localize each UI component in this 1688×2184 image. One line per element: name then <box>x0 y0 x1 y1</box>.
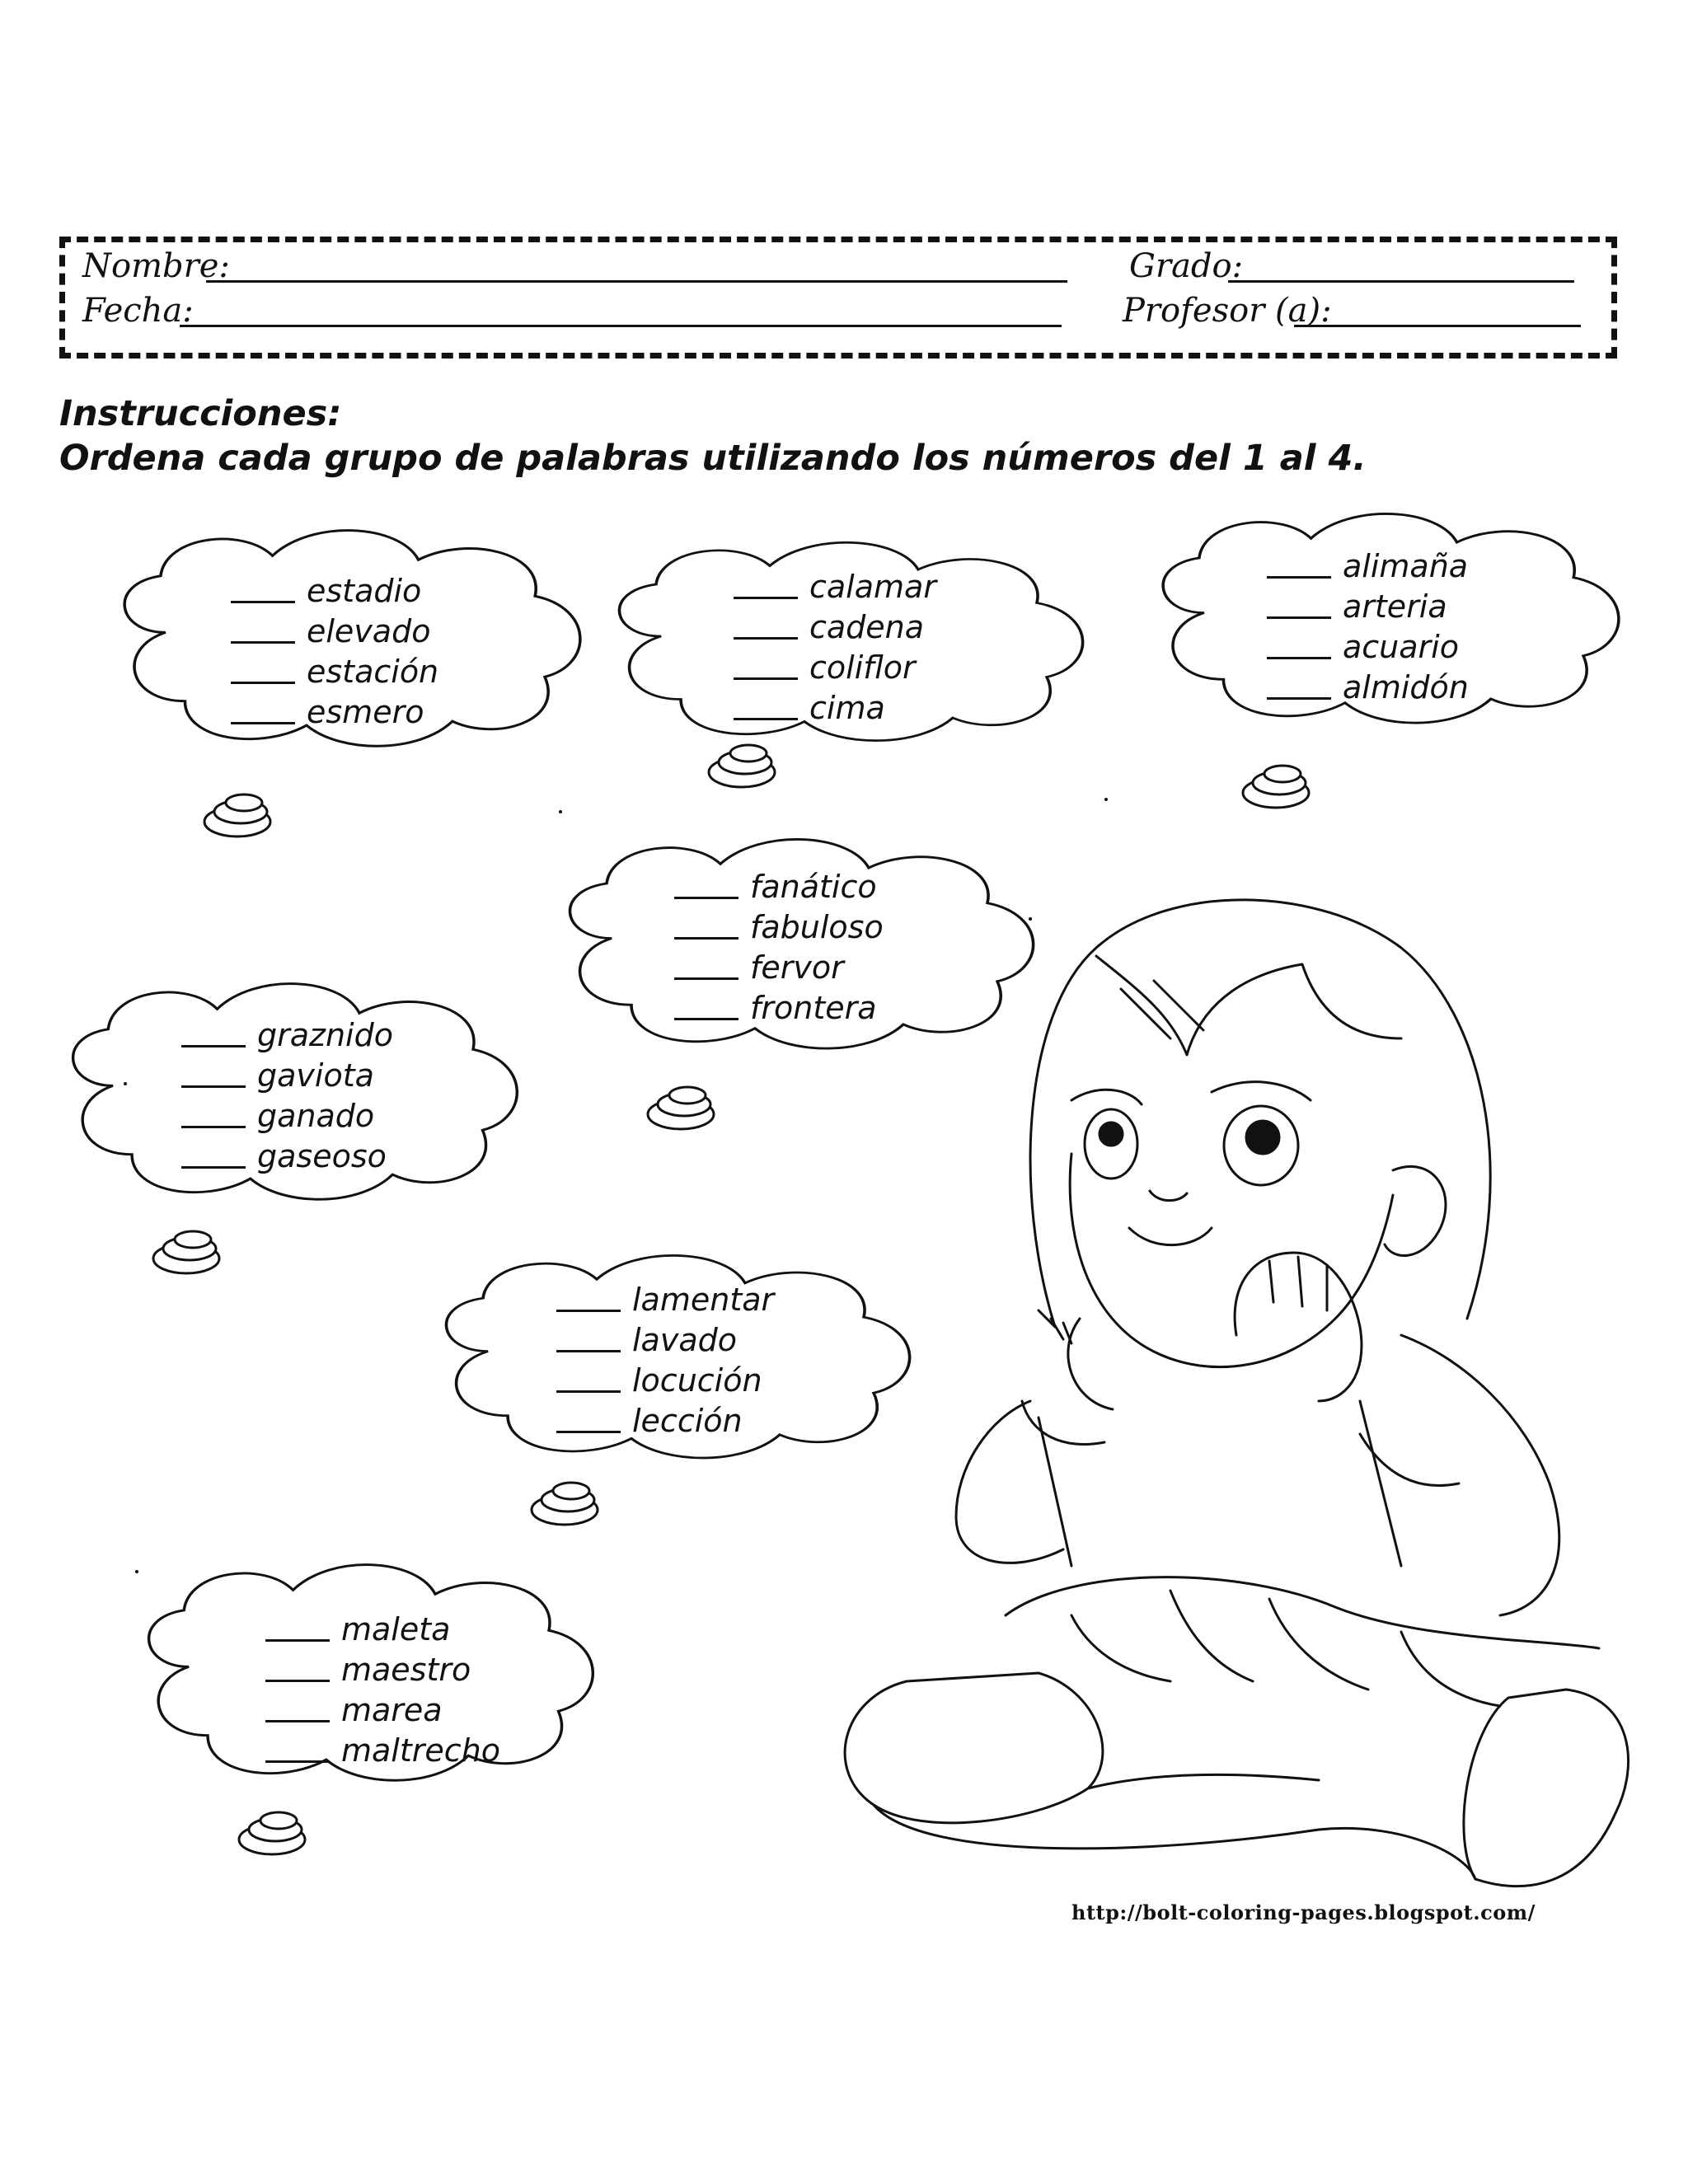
list-item: lamentar <box>556 1280 774 1320</box>
list-item: lavado <box>556 1320 774 1361</box>
list-item: frontera <box>674 988 884 1029</box>
list-item: cadena <box>734 607 936 648</box>
list-item: alimaña <box>1267 546 1469 587</box>
grade-label: Grado: <box>1129 247 1244 285</box>
list-item: estadio <box>231 571 438 612</box>
list-item: fanático <box>674 867 884 907</box>
list-item: coliflor <box>734 648 936 688</box>
name-label: Nombre: <box>82 247 230 285</box>
list-item: maleta <box>265 1610 500 1650</box>
list-item: graznido <box>181 1015 393 1056</box>
list-item: maestro <box>265 1650 500 1690</box>
instructions-text: Ordena cada grupo de palabras utilizando los números del 1 al 4. <box>59 438 1367 479</box>
list-item: fabuloso <box>674 907 884 948</box>
list-item: arteria <box>1267 587 1469 627</box>
list-item: maltrecho <box>265 1731 500 1771</box>
list-item: estación <box>231 652 438 692</box>
list-item: locución <box>556 1361 774 1401</box>
list-item: marea <box>265 1690 500 1731</box>
source-url: http://bolt-coloring-pages.blogspot.com/ <box>1071 1900 1536 1924</box>
list-item: elevado <box>231 612 438 652</box>
teacher-label: Profesor (a): <box>1123 292 1332 330</box>
list-item: gaseoso <box>181 1137 393 1177</box>
instructions-title: Instrucciones: <box>59 393 342 434</box>
list-item: esmero <box>231 692 438 733</box>
list-item: lección <box>556 1401 774 1441</box>
list-item: fervor <box>674 948 884 988</box>
list-item: calamar <box>734 567 936 607</box>
list-item: acuario <box>1267 627 1469 668</box>
list-item: gaviota <box>181 1056 393 1096</box>
list-item: almidón <box>1267 668 1469 708</box>
list-item: ganado <box>181 1096 393 1137</box>
date-label: Fecha: <box>82 292 194 330</box>
list-item: cima <box>734 688 936 729</box>
